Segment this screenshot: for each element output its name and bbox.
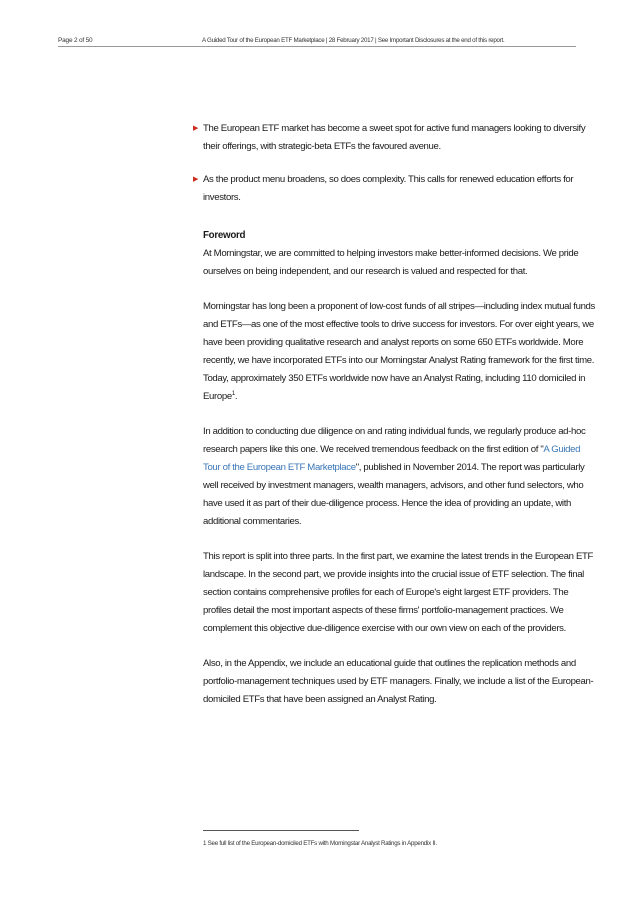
key-point-text: As the product menu broadens, so does complexity. This calls for renewed education efforts for investors.	[203, 174, 574, 203]
header-rule	[58, 46, 576, 47]
foreword-paragraph-2	[203, 298, 595, 406]
triangle-bullet-icon: ▶	[193, 176, 199, 183]
foreword-paragraph-3-start: In addition to conducting due diligence on and rating individual funds, we regularly produce ad-hoc research papers like this one. We received tremendous feedback on the first edition of "	[203, 426, 586, 455]
key-point-text: The European ETF market has become a sweet spot for active fund managers looking to diversify their offerings, with strategic-beta ETFs the favoured avenue.	[203, 123, 586, 152]
foreword-paragraph-5: Also, in the Appendix, we include an educational guide that outlines the replication methods and portfolio-management techniques used by ETF managers. Finally, we include a list of the European-domiciled ETFs that have been assigned an Analyst Rating.	[203, 658, 594, 705]
foreword-paragraph-3	[203, 423, 595, 531]
first-edition-link[interactable]: A Guided Tour of the European ETF Marketplace	[203, 444, 581, 473]
key-points-list	[193, 120, 593, 222]
foreword-paragraph-2-text: Morningstar has long been a proponent of low-cost funds of all stripes—including index mutual funds and ETFs—as one of the most effective tools to drive success for investors. For over eight years, we have been providing qualitative research and analyst reports on some 650 ETFs worldwide. More recently, we have incorporated ETFs into our Morningstar Analyst Rating framework for the first time. Today, approximately 350 ETFs worldwide now have an Analyst Rating, including 110 domiciled in Europe	[203, 301, 595, 402]
running-header: A Guided Tour of the European ETF Marketplace | 28 February 2017 | See Important Disclosures at the end of this report.	[202, 37, 505, 44]
foreword-section	[203, 227, 595, 726]
foreword-heading: Foreword	[203, 230, 246, 241]
key-point	[193, 171, 593, 207]
key-point	[193, 120, 593, 156]
footnote-rule	[203, 830, 359, 831]
paragraph-end: .	[234, 391, 238, 402]
foreword-paragraph-1: At Morningstar, we are committed to helping investors make better-informed decisions. We pride ourselves on being independent, and our research is valued and respected for that.	[203, 248, 579, 277]
page-number: Page 2 of 50	[58, 37, 93, 44]
footnote-ref[interactable]: 1	[231, 390, 235, 397]
footnote: 1 See full list of the European-domiciled ETFs with Morningstar Analyst Ratings in Appendix II.	[203, 840, 437, 847]
foreword-paragraph-4: This report is split into three parts. In the first part, we examine the latest trends in the European ETF landscape. In the second part, we provide insights into the crucial issue of ETF selection. The final section contains comprehensive profiles for each of Europe's eight largest ETF providers. The profiles detail the most important aspects of these firms' portfolio-management practices. We complement this objective due-diligence exercise with our own view on each of the providers.	[203, 551, 594, 634]
triangle-bullet-icon: ▶	[193, 125, 199, 132]
foreword-paragraph-3-end: ", published in November 2014. The report was particularly well received by investment managers, wealth managers, advisors, and other fund selectors, who have used it as part of their due-diligence process. Hence the idea of providing an update, with additional commentaries.	[203, 462, 585, 527]
